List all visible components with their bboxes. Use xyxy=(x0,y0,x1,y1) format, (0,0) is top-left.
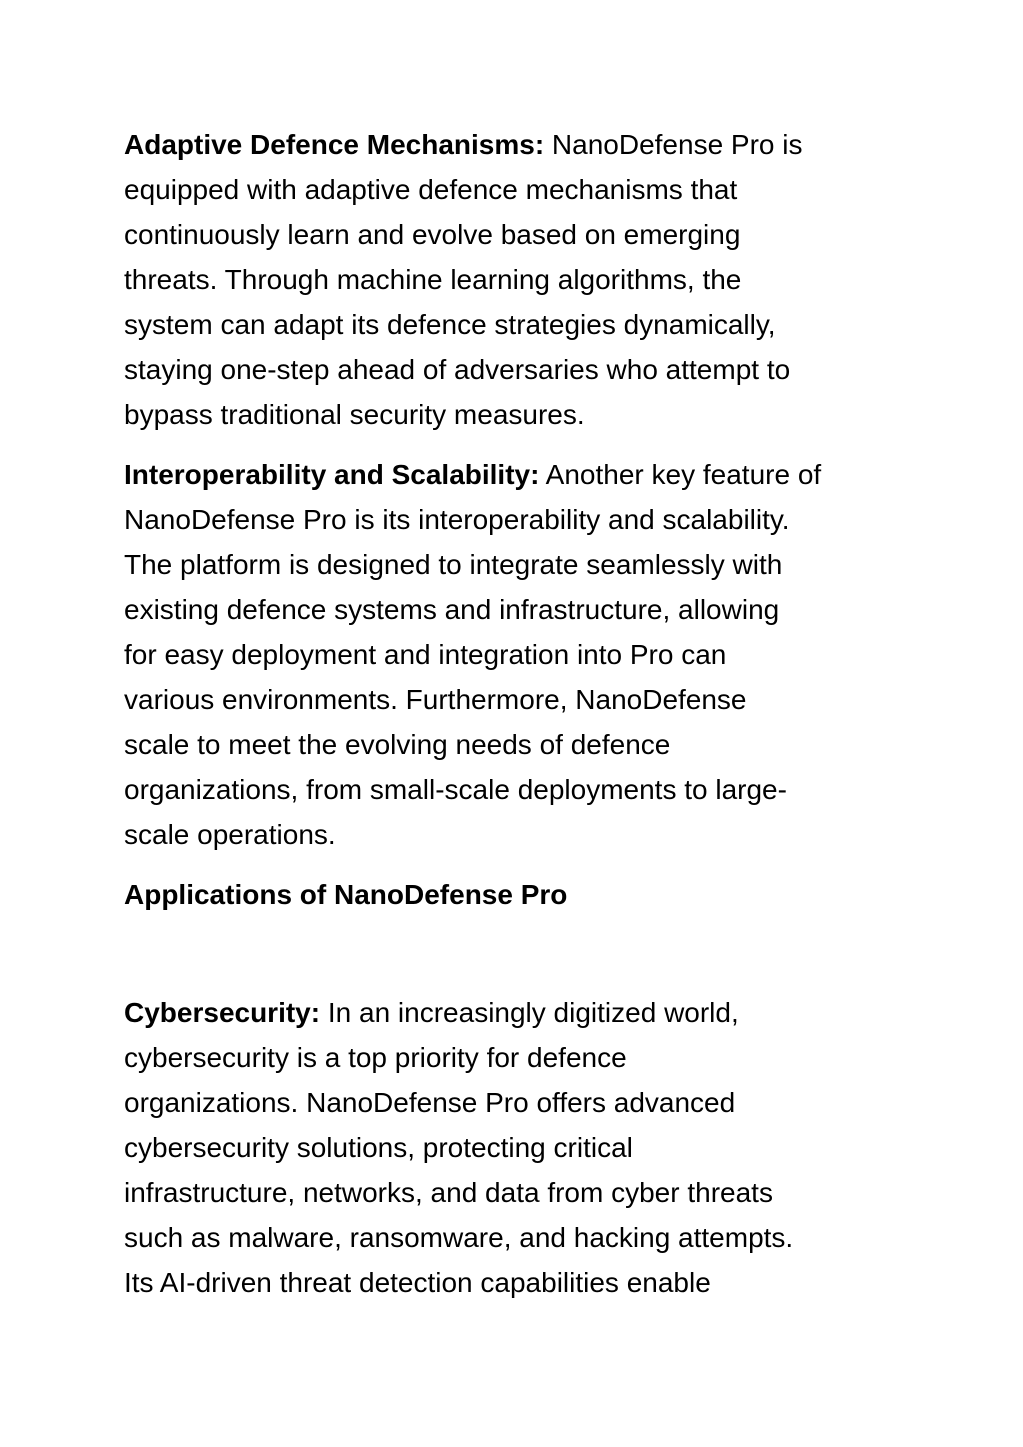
paragraph-line xyxy=(124,452,914,497)
paragraph-cybersecurity xyxy=(124,990,914,1305)
paragraph-line: cybersecurity is a top priority for defence xyxy=(124,1042,627,1073)
paragraph-line: for easy deployment and integration into Pro can xyxy=(124,639,727,670)
paragraph-line: cybersecurity solutions, protecting critical xyxy=(124,1132,633,1163)
paragraph-line: NanoDefense Pro is its interoperability and scalability. xyxy=(124,504,790,535)
paragraph-line: Its AI-driven threat detection capabilities enable xyxy=(124,1267,711,1298)
line-text: NanoDefense Pro is xyxy=(544,129,803,160)
paragraph-line: continuously learn and evolve based on emerging xyxy=(124,219,741,250)
paragraph-line: organizations, from small-scale deployments to large- xyxy=(124,774,787,805)
paragraph-line: such as malware, ransomware, and hacking attempts. xyxy=(124,1222,794,1253)
paragraph-line: scale to meet the evolving needs of defence xyxy=(124,729,671,760)
paragraph-line: bypass traditional security measures. xyxy=(124,399,585,430)
paragraph-line: scale operations. xyxy=(124,819,336,850)
line-text: In an increasingly digitized world, xyxy=(320,997,739,1028)
paragraph-line: staying one-step ahead of adversaries who attempt to xyxy=(124,354,791,385)
paragraph-line: The platform is designed to integrate seamlessly with xyxy=(124,549,783,580)
paragraph-adaptive-defence xyxy=(124,122,914,437)
term-interoperability: Interoperability and Scalability: xyxy=(124,459,540,490)
term-adaptive-defence: Adaptive Defence Mechanisms: xyxy=(124,129,545,160)
paragraph-line: system can adapt its defence strategies dynamically, xyxy=(124,309,776,340)
paragraph-line: organizations. NanoDefense Pro offers advanced xyxy=(124,1087,736,1118)
term-cybersecurity: Cybersecurity: xyxy=(124,997,321,1028)
paragraph-line: existing defence systems and infrastructure, allowing xyxy=(124,594,780,625)
paragraph-line: infrastructure, networks, and data from cyber threats xyxy=(124,1177,773,1208)
paragraph-line: various environments. Furthermore, NanoDefense xyxy=(124,684,747,715)
document-body xyxy=(124,122,914,1320)
paragraph-interoperability xyxy=(124,452,914,857)
paragraph-line: equipped with adaptive defence mechanisms that xyxy=(124,174,738,205)
paragraph-line: threats. Through machine learning algorithms, the xyxy=(124,264,742,295)
line-text: Another key feature of xyxy=(539,459,822,490)
paragraph-line xyxy=(124,122,914,167)
section-heading: Applications of NanoDefense Pro xyxy=(124,879,568,910)
paragraph-line xyxy=(124,990,914,1035)
